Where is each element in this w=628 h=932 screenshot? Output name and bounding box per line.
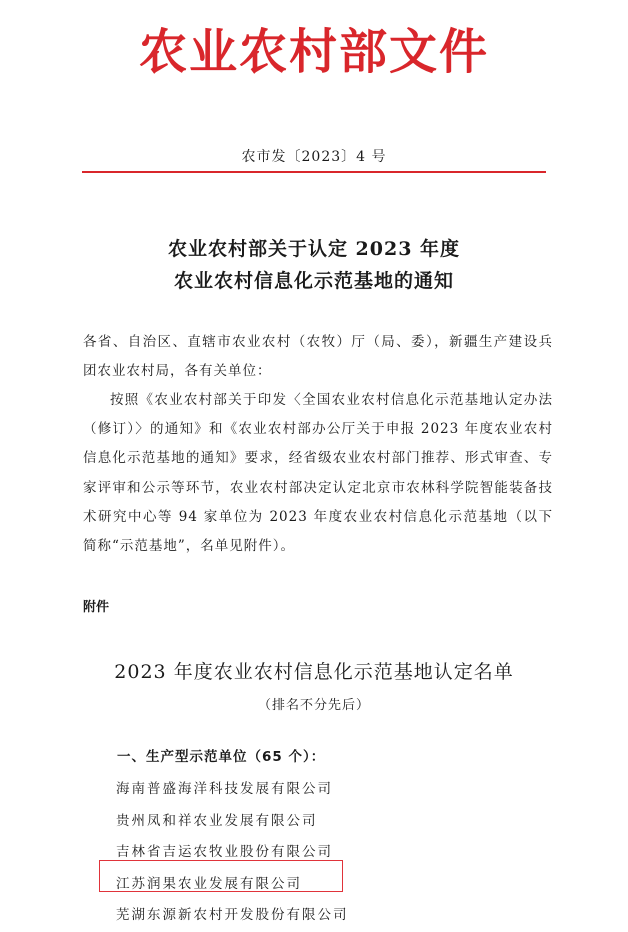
notice-body-paragraph: 按照《农业农村部关于印发〈全国农业农村信息化示范基地认定办法（修订）〉的通知》和《农业农村部办公厅关于申报 2023 年度农业农村信息化示范基地的通知》要求，经省级农业农村部门推荐、形式审查、专家评审和公示等环节，农业农村部决定认定北京市农林科学院智能装备技术研究中心等 94 家单位为 2023 年度农业农村信息化示范基地（以下简称“示范基地”，名单见附件）。 (83, 392, 553, 555)
section-heading: 一、生产型示范单位（65 个）： (117, 749, 326, 765)
organization-item: 芜湖东源新农村开发股份有限公司 (116, 907, 349, 923)
list-title: 2023 年度农业农村信息化示范基地认定名单 (114, 661, 514, 683)
organization-item: 海南普盛海洋科技发展有限公司 (116, 781, 333, 797)
notice-title-line-1: 农业农村部关于认定 2023 年度 (167, 238, 461, 260)
list-subtitle: （排名不分先后） (257, 698, 370, 713)
notice-title-line-2: 农业农村信息化示范基地的通知 (173, 270, 454, 292)
organization-list (116, 774, 349, 932)
attachment-label: 附件 (83, 600, 110, 615)
document-masthead: 农业农村部文件 (138, 24, 489, 80)
organization-item-highlighted: 江苏润果农业发展有限公司 (116, 875, 302, 892)
addressee-paragraph: 各省、自治区、直辖市农业农村（农牧）厅（局、委），新疆生产建设兵团农业农村局，各有关单位： (83, 334, 553, 379)
highlight-box (99, 860, 343, 892)
organization-item: 贵州凤和祥农业发展有限公司 (116, 812, 318, 829)
document-number: 农市发〔2023〕4 号 (241, 149, 387, 165)
notice-title (0, 233, 628, 297)
red-divider-line (82, 171, 546, 173)
organization-item: 吉林省吉运农牧业股份有限公司 (116, 844, 333, 860)
